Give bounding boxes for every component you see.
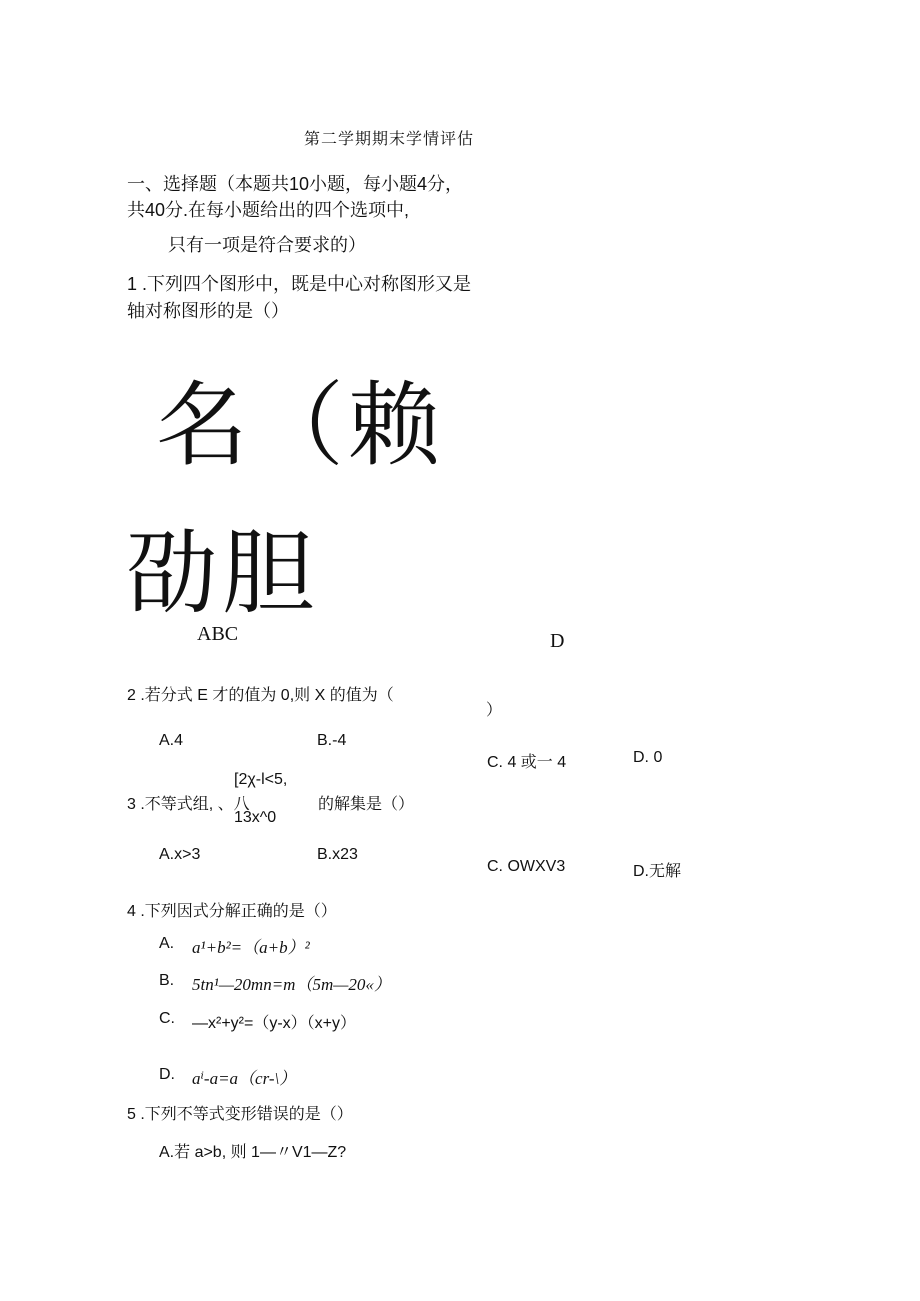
q3-system-bottom: 13x^0 — [234, 809, 277, 826]
q4-option-b-text: 5tn¹—20mn=m（5m—20«） — [192, 975, 391, 994]
q3-option-a: A.x>3 — [159, 846, 201, 863]
q2-close-paren: ） — [486, 702, 503, 719]
q2-option-b: B.-4 — [317, 732, 347, 749]
q4-option-c-label: C. — [159, 1010, 175, 1027]
q1-stem-line2: 轴对称图形的是（） — [127, 301, 289, 321]
q4-stem: 4 .下列因式分解正确的是（） — [127, 903, 337, 920]
q2-option-d: D. 0 — [633, 749, 663, 766]
q5-stem: 5 .下列不等式变形错误的是（） — [127, 1106, 353, 1123]
q3-stem-tail: 的解集是（） — [318, 796, 415, 813]
q3-system-top: [2χ-l<5, — [234, 771, 288, 788]
q2-stem: 2 .若分式 E 才的值为 0,则 X 的值为（ — [127, 687, 394, 704]
section-header-line1: 一、选择题（本题共10小题，每小题4分， — [127, 174, 464, 194]
q4-option-a-label: A. — [159, 935, 175, 952]
q3-option-b: B.x23 — [317, 846, 358, 863]
q4-option-a-text: a¹+b²=（a+b）² — [192, 938, 310, 957]
q1-label-abc: ABC — [197, 623, 239, 645]
q4-option-d-text: aⁱ-a=a（cr-\） — [192, 1069, 297, 1088]
q3-stem: 3 .不等式组, 、八 — [127, 796, 250, 813]
q4-option-c-text: —x²+y²=（y-x）（x+y） — [192, 1015, 357, 1032]
q4-option-d-label: D. — [159, 1066, 175, 1083]
q2-option-c: C. 4 或一 4 — [487, 754, 567, 771]
section-header-line2: 共40分.在每小题给出的四个选项中, — [127, 200, 410, 220]
q3-option-c: C. OWXV3 — [487, 858, 566, 875]
q1-glyph-row1: 名（赖 — [156, 372, 445, 479]
q4-option-b-label: B. — [159, 972, 175, 989]
q1-stem-line1: 1 .下列四个图形中，既是中心对称图形又是 — [127, 274, 472, 294]
q2-option-a: A.4 — [159, 732, 184, 749]
q1-glyph-row2: 劭胆 — [126, 520, 319, 627]
q3-option-d: D.无解 — [633, 863, 682, 880]
q1-label-d: D — [550, 630, 565, 652]
q5-option-a: A.若 a>b, 则 1—〃V1—Z? — [159, 1144, 347, 1161]
section-header-line3: 只有一项是符合要求的） — [168, 235, 366, 255]
page-title: 第二学期期末学情评估 — [304, 129, 475, 148]
